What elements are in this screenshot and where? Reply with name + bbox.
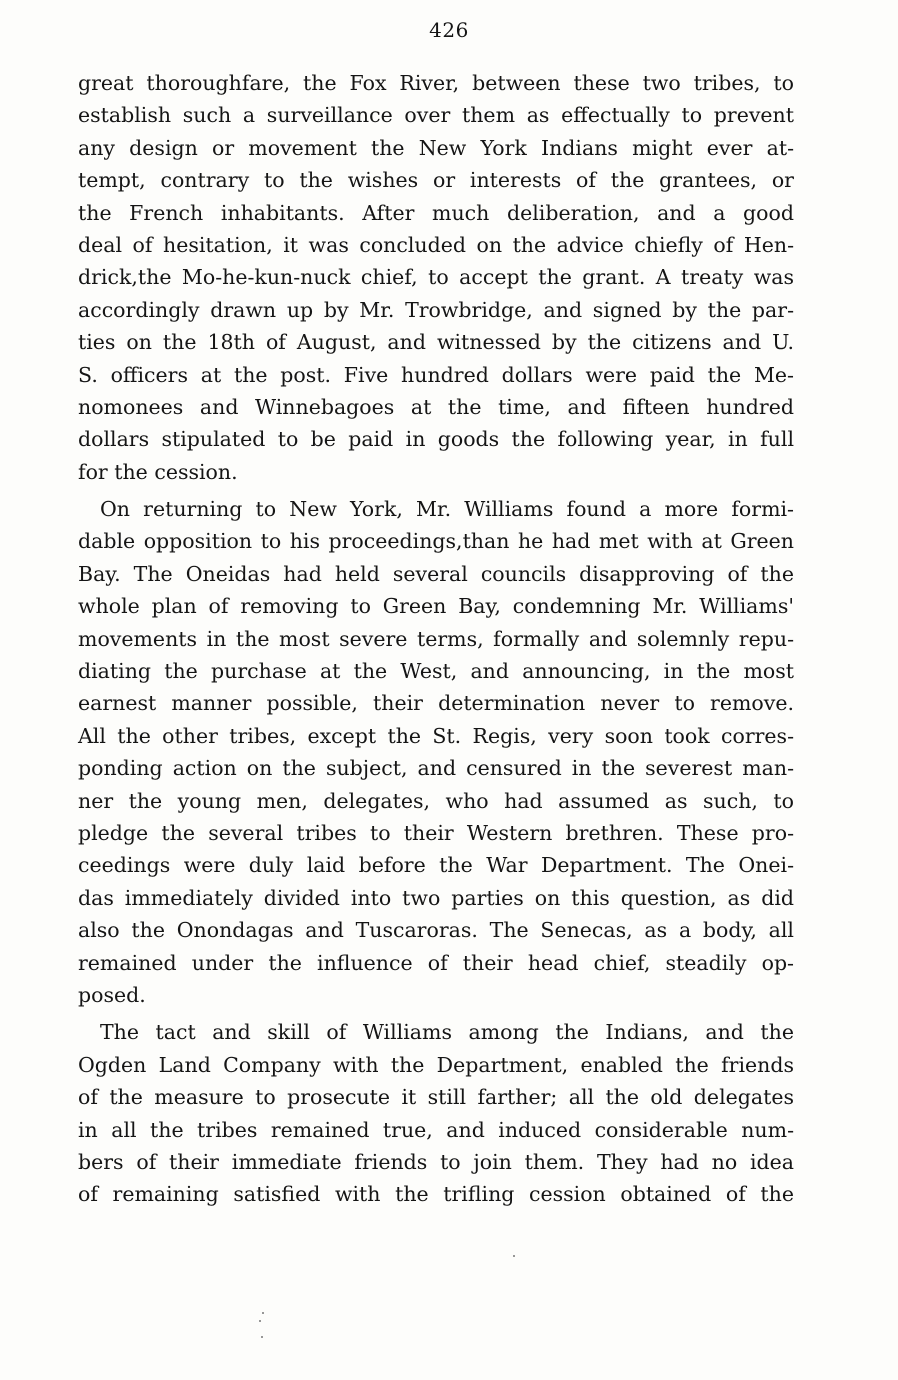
text-line: tempt, contrary to the wishes or interests of the grantees, or: [78, 168, 794, 193]
text-line: great thoroughfare, the Fox River, between these two tribes, to: [78, 71, 794, 95]
text-line: whole plan of removing to Green Bay, condemning Mr. Williams': [78, 594, 794, 619]
text-line: dollars stipulated to be paid in goods the following year, in full: [78, 427, 794, 452]
text-line: diating the purchase at the West, and announcing, in the most: [78, 659, 794, 684]
text-line: The tact and skill of Williams among the Indians, and the: [100, 1020, 794, 1045]
text-line: Bay. The Oneidas had held several councils disapproving of the: [78, 561, 794, 586]
text-line: ties on the 18th of August, and witnessed by the citizens and U.: [78, 330, 794, 355]
text-line: any design or movement the New York Indians might ever at-: [78, 135, 794, 160]
text-line: of the measure to prosecute it still farther; all the old delegates: [78, 1085, 794, 1110]
text-line: earnest manner possible, their determination never to remove.: [78, 691, 794, 716]
scan-speck: [259, 1320, 261, 1322]
paragraph-3: [78, 1016, 794, 1210]
text-line: movements in the most severe terms, formally and solemnly repu-: [78, 626, 794, 651]
text-line: nomonees and Winnebagoes at the time, and fifteen hundred: [78, 394, 794, 419]
text-line: ceedings were duly laid before the War Department. The Onei-: [78, 853, 794, 878]
text-line: pledge the several tribes to their Western brethren. These pro-: [78, 820, 794, 845]
text-line: in all the tribes remained true, and induced considerable num-: [78, 1117, 794, 1142]
scan-speck: [513, 1255, 515, 1257]
text-line: the French inhabitants. After much deliberation, and a good: [78, 200, 794, 225]
scan-speck: [262, 1312, 264, 1314]
text-line: deal of hesitation, it was concluded on the advice chiefly of Hen-: [78, 232, 794, 257]
text-line: ner the young men, delegates, who had assumed as such, to: [78, 788, 794, 813]
text-line: All the other tribes, except the St. Regis, very soon took corres-: [78, 723, 794, 748]
text-line: ponding action on the subject, and censured in the severest man-: [78, 756, 794, 781]
scan-speck: [261, 1336, 263, 1338]
text-line: posed.: [78, 982, 146, 1007]
text-line: establish such a surveillance over them as effectually to prevent: [78, 103, 794, 128]
text-line: Ogden Land Company with the Department, enabled the friends: [78, 1052, 794, 1077]
text-line: S. officers at the post. Five hundred dollars were paid the Me-: [78, 362, 794, 387]
text-line: of remaining satisfied with the trifling cession obtained of the: [78, 1182, 794, 1207]
paragraph-2: [78, 493, 794, 1011]
page-number: 426: [429, 18, 469, 42]
text-line: also the Onondagas and Tuscaroras. The Senecas, as a body, all: [78, 918, 794, 943]
text-line: for the cession.: [78, 459, 238, 484]
text-line: accordingly drawn up by Mr. Trowbridge, and signed by the par-: [78, 297, 794, 322]
text-line: das immediately divided into two parties on this question, as did: [78, 885, 794, 910]
text-line: On returning to New York, Mr. Williams found a more formi-: [100, 497, 794, 522]
text-line: drick,the Mo-he-kun-nuck chief, to accept the grant. A treaty was: [78, 265, 794, 290]
paragraph-1: [78, 67, 794, 488]
body-text: [78, 67, 794, 1211]
text-line: dable opposition to his proceedings,than he had met with at Green: [78, 529, 794, 554]
text-line: bers of their immediate friends to join them. They had no idea: [78, 1149, 794, 1174]
text-line: remained under the influence of their head chief, steadily op-: [78, 950, 794, 975]
